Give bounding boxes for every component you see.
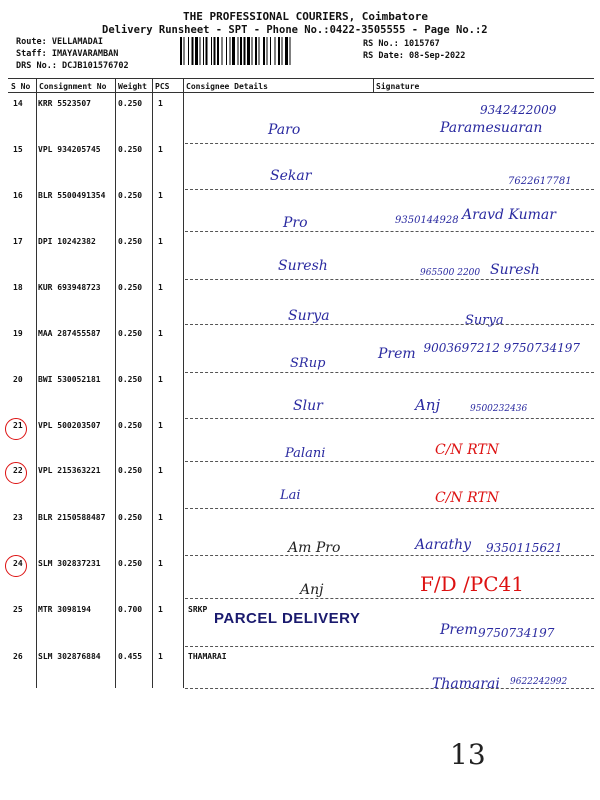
sno: 20 [13, 375, 23, 384]
pcs: 1 [158, 99, 163, 108]
col-header-sno: S No [11, 82, 31, 91]
table-top-border [8, 78, 594, 79]
rs-date-label: RS Date: 08-Sep-2022 [363, 51, 466, 61]
staff-label: Staff: IMAYAVARAMBAN [16, 49, 119, 59]
signature-phone: 9750734197 [478, 626, 555, 640]
drs-label: DRS No.: DCJB101576702 [16, 61, 129, 71]
pcs: 1 [158, 466, 163, 475]
pcs: 1 [158, 329, 163, 338]
sno: 16 [13, 191, 23, 200]
consignment-no: BLR 2150588487 [38, 513, 106, 522]
pcs: 1 [158, 605, 163, 614]
col-divider [183, 78, 184, 688]
weight: 0.250 [118, 421, 143, 430]
pcs: 1 [158, 421, 163, 430]
sno: 17 [13, 237, 23, 246]
signature-phone: 9003697212 9750734197 [423, 341, 580, 355]
col-divider [36, 78, 37, 688]
consignee-details: SRKP [188, 605, 208, 614]
consignment-no: KUR 693948723 [38, 283, 101, 292]
signature-status: C/N RTN [435, 490, 500, 506]
col-header-signature: Signature [376, 82, 420, 91]
sno: 24 [13, 559, 23, 568]
row-separator [185, 189, 594, 190]
row-separator [185, 231, 594, 232]
col-divider [115, 78, 116, 688]
handwritten-name: SRup [290, 356, 326, 371]
signature: Aarathy [415, 537, 472, 553]
pcs: 1 [158, 652, 163, 661]
barcode [180, 37, 355, 67]
company-title: THE PROFESSIONAL COURIERS, Coimbatore [183, 10, 429, 23]
pcs: 1 [158, 559, 163, 568]
row-separator [185, 279, 594, 280]
consignment-no: VPL 934205745 [38, 145, 101, 154]
handwritten-name: Sekar [270, 168, 312, 184]
consignment-no: MAA 287455587 [38, 329, 101, 338]
row-separator [185, 143, 594, 144]
signature-phone: 7622617781 [508, 176, 572, 187]
sno: 14 [13, 99, 23, 108]
sno: 23 [13, 513, 23, 522]
row-separator [185, 688, 594, 689]
weight: 0.455 [118, 652, 143, 661]
row-separator [185, 324, 594, 325]
weight: 0.250 [118, 283, 143, 292]
col-header-consignment: Consignment No [39, 82, 107, 91]
sno: 25 [13, 605, 23, 614]
consignment-no: MTR 3098194 [38, 605, 91, 614]
row-separator [185, 461, 594, 462]
signature-status: C/N RTN [435, 442, 500, 458]
consignee-details: THAMARAI [188, 652, 227, 661]
header-bottom-border [8, 92, 594, 93]
signature-status: F/D /PC41 [420, 572, 524, 596]
signature: Paramesuaran [440, 120, 543, 136]
weight: 0.250 [118, 145, 143, 154]
signature-phone: 965500 2200 [420, 268, 481, 278]
handwritten-name: Pro [283, 215, 308, 231]
signature: Surya [465, 313, 504, 328]
red-circle-mark [5, 462, 27, 484]
signature: Prem [378, 346, 416, 362]
handwritten-name: Am Pro [288, 540, 341, 556]
sno: 22 [13, 466, 23, 475]
weight: 0.250 [118, 513, 143, 522]
signature: Suresh [490, 262, 540, 278]
signature-phone: 9350115621 [486, 541, 563, 555]
weight: 0.250 [118, 375, 143, 384]
row-separator [185, 508, 594, 509]
weight: 0.250 [118, 237, 143, 246]
signature-phone: 9350144928 [395, 215, 459, 226]
consignment-no: VPL 500203507 [38, 421, 101, 430]
handwritten-name: Suresh [278, 258, 328, 274]
runsheet-title: Delivery Runsheet - SPT - Phone No.:0422-3505555 - Page No.:2 [102, 24, 488, 36]
weight: 0.700 [118, 605, 143, 614]
row-separator [185, 598, 594, 599]
consignment-no: SLM 302837231 [38, 559, 101, 568]
footer-page-mark: 13 [450, 738, 486, 771]
signature-phone: 9342422009 [480, 103, 557, 117]
pcs: 1 [158, 145, 163, 154]
consignment-no: DPI 10242382 [38, 237, 96, 246]
sno: 18 [13, 283, 23, 292]
handwritten-name: Paro [268, 122, 301, 138]
col-header-weight: Weight [118, 82, 147, 91]
consignment-no: SLM 302876884 [38, 652, 101, 661]
sno: 15 [13, 145, 23, 154]
signature: Prem [440, 622, 478, 638]
weight: 0.250 [118, 329, 143, 338]
row-separator [185, 418, 594, 419]
pcs: 1 [158, 283, 163, 292]
signature-phone: 9500232436 [470, 404, 528, 414]
consignment-no: BLR 5500491354 [38, 191, 106, 200]
weight: 0.250 [118, 559, 143, 568]
sno: 19 [13, 329, 23, 338]
col-divider [373, 78, 374, 92]
signature-phone: 9622242992 [510, 677, 568, 687]
handwritten-name: Slur [293, 398, 323, 414]
red-circle-mark [5, 418, 27, 440]
handwritten-name: Surya [288, 308, 330, 324]
sno: 21 [13, 421, 23, 430]
weight: 0.250 [118, 99, 143, 108]
handwritten-name: Lai [280, 488, 301, 503]
handwritten-name: Anj [300, 582, 324, 598]
consignment-no: KRR 5523507 [38, 99, 91, 108]
col-divider [152, 78, 153, 688]
parcel-delivery-stamp: PARCEL DELIVERY [214, 610, 361, 627]
col-header-consignee: Consignee Details [186, 82, 268, 91]
signature: Thamarai [432, 676, 500, 692]
red-circle-mark [5, 555, 27, 577]
consignment-no: BWI 530052181 [38, 375, 101, 384]
pcs: 1 [158, 191, 163, 200]
pcs: 1 [158, 375, 163, 384]
weight: 0.250 [118, 191, 143, 200]
rs-no-label: RS No.: 1015767 [363, 39, 440, 49]
row-separator [185, 372, 594, 373]
weight: 0.250 [118, 466, 143, 475]
consignment-no: VPL 215363221 [38, 466, 101, 475]
pcs: 1 [158, 513, 163, 522]
sno: 26 [13, 652, 23, 661]
handwritten-name: Palani [285, 446, 326, 461]
pcs: 1 [158, 237, 163, 246]
col-header-pcs: PCS [155, 82, 170, 91]
row-separator [185, 555, 594, 556]
signature: Anj [415, 396, 441, 414]
signature: Aravd Kumar [462, 207, 556, 223]
route-label: Route: VELLAMADAI [16, 37, 103, 47]
row-separator [185, 646, 594, 647]
